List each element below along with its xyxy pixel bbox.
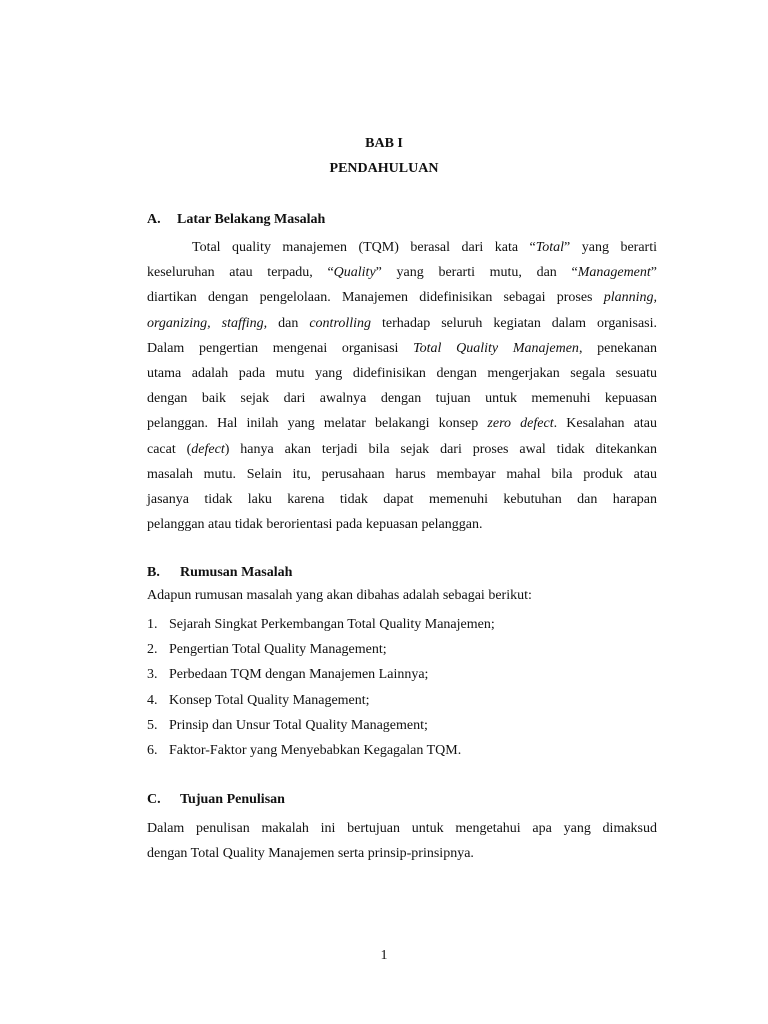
text-run: keseluruhan atau terpadu, “ bbox=[147, 265, 334, 281]
text-run: dan bbox=[267, 315, 310, 331]
paragraph-line bbox=[147, 816, 657, 841]
text-run: Dalam pengertian mengenai organisasi bbox=[147, 340, 414, 356]
italic-term: Total Quality Manajemen bbox=[413, 340, 579, 356]
text-run: jasanya tidak laku karena tidak dapat memenuhi kebutuhan dan harapan bbox=[147, 491, 657, 507]
list-number: 1. bbox=[147, 617, 158, 632]
text-run: pelanggan atau tidak berorientasi pada kepuasan pelanggan. bbox=[147, 517, 483, 533]
text-run: ” yang berarti bbox=[564, 240, 657, 255]
paragraph-line bbox=[147, 386, 657, 411]
paragraph-line bbox=[147, 512, 657, 537]
paragraph-line bbox=[147, 437, 657, 462]
section-a-title: Latar Belakang Masalah bbox=[177, 212, 326, 227]
text-run: dengan baik sejak dari awalnya dengan tujuan untuk memenuhi kepuasan bbox=[147, 391, 657, 407]
text-run: Total quality manajemen (TQM) berasal dari kata “ bbox=[192, 240, 536, 255]
text-run: masalah mutu. Selain itu, perusahaan harus membayar mahal bila produk atau bbox=[147, 466, 657, 482]
list-text: Faktor-Faktor yang Menyebabkan Kegagalan TQM. bbox=[169, 742, 462, 758]
problem-list-item bbox=[147, 738, 495, 763]
text-run: , penekanan bbox=[578, 340, 657, 356]
section-c-paragraph bbox=[147, 816, 657, 866]
italic-term: organizing, staffing, bbox=[147, 315, 268, 331]
italic-term: controlling bbox=[309, 315, 372, 331]
problem-list-item bbox=[147, 713, 495, 738]
text-run: dengan Total Quality Manajemen serta prinsip-prinsipnya. bbox=[147, 846, 474, 862]
paragraph-line bbox=[147, 336, 657, 361]
text-run: Dalam penulisan makalah ini bertujuan untuk mengetahui apa yang dimaksud bbox=[147, 821, 657, 836]
chapter-title: PENDAHULUAN bbox=[329, 161, 439, 176]
text-run: terhadap seluruh kegiatan dalam organisasi. bbox=[371, 315, 657, 331]
text-run: utama adalah pada mutu yang didefinisikan dengan mengerjakan segala sesuatu bbox=[147, 365, 657, 381]
paragraph-line bbox=[147, 411, 657, 436]
section-c-title: Tujuan Penulisan bbox=[180, 792, 285, 807]
section-b-intro: Adapun rumusan masalah yang akan dibahas adalah sebagai berikut: bbox=[147, 588, 532, 603]
section-c-heading bbox=[147, 792, 285, 808]
section-b-title: Rumusan Masalah bbox=[180, 565, 293, 580]
paragraph-line bbox=[147, 260, 657, 285]
list-text: Perbedaan TQM dengan Manajemen Lainnya; bbox=[169, 667, 429, 683]
paragraph-line bbox=[147, 841, 657, 866]
italic-term: zero defect bbox=[487, 416, 554, 432]
paragraph-line bbox=[147, 285, 657, 310]
paragraph-line bbox=[147, 462, 657, 487]
problem-list-item bbox=[147, 612, 495, 637]
section-a-paragraph bbox=[147, 235, 657, 537]
problem-list-item bbox=[147, 637, 495, 662]
problem-list-item bbox=[147, 688, 495, 713]
page-number: 1 bbox=[380, 948, 388, 963]
chapter-heading: BAB I bbox=[365, 136, 403, 151]
list-number: 4. bbox=[147, 692, 158, 708]
text-run: ) hanya akan terjadi bila sejak dari proses awal tidak ditekankan bbox=[224, 441, 657, 457]
section-b-heading bbox=[147, 565, 292, 581]
list-number: 2. bbox=[147, 642, 158, 658]
text-run: diartikan dengan pengelolaan. Manajemen didefinisikan sebagai proses bbox=[147, 290, 604, 306]
list-text: Konsep Total Quality Management; bbox=[169, 692, 370, 708]
text-run: cacat ( bbox=[147, 441, 192, 457]
italic-term: Total bbox=[535, 240, 565, 255]
text-run: ” yang berarti mutu, dan “ bbox=[375, 265, 578, 281]
italic-term: defect bbox=[191, 441, 225, 457]
paragraph-line bbox=[147, 311, 657, 336]
paragraph-line bbox=[147, 487, 657, 512]
italic-term: planning, bbox=[603, 290, 657, 306]
list-number: 5. bbox=[147, 717, 158, 733]
section-a-heading bbox=[147, 212, 325, 228]
list-text: Pengertian Total Quality Management; bbox=[169, 642, 387, 658]
list-text: Sejarah Singkat Perkembangan Total Quality Manajemen; bbox=[169, 617, 495, 632]
text-run: . Kesalahan atau bbox=[553, 416, 658, 432]
text-run: ” bbox=[650, 265, 657, 281]
section-b-letter: B. bbox=[147, 565, 160, 580]
section-c-letter: C. bbox=[147, 792, 161, 807]
italic-term: Management bbox=[577, 265, 651, 281]
paragraph-line bbox=[147, 235, 657, 260]
section-a-letter: A. bbox=[147, 212, 161, 227]
list-text: Prinsip dan Unsur Total Quality Management; bbox=[169, 717, 428, 733]
list-number: 6. bbox=[147, 742, 158, 758]
problem-list bbox=[147, 612, 495, 763]
problem-list-item bbox=[147, 662, 495, 687]
list-number: 3. bbox=[147, 667, 158, 683]
paragraph-line bbox=[147, 361, 657, 386]
text-run: pelanggan. Hal inilah yang melatar belakangi konsep bbox=[147, 416, 488, 432]
italic-term: Quality bbox=[333, 265, 376, 281]
